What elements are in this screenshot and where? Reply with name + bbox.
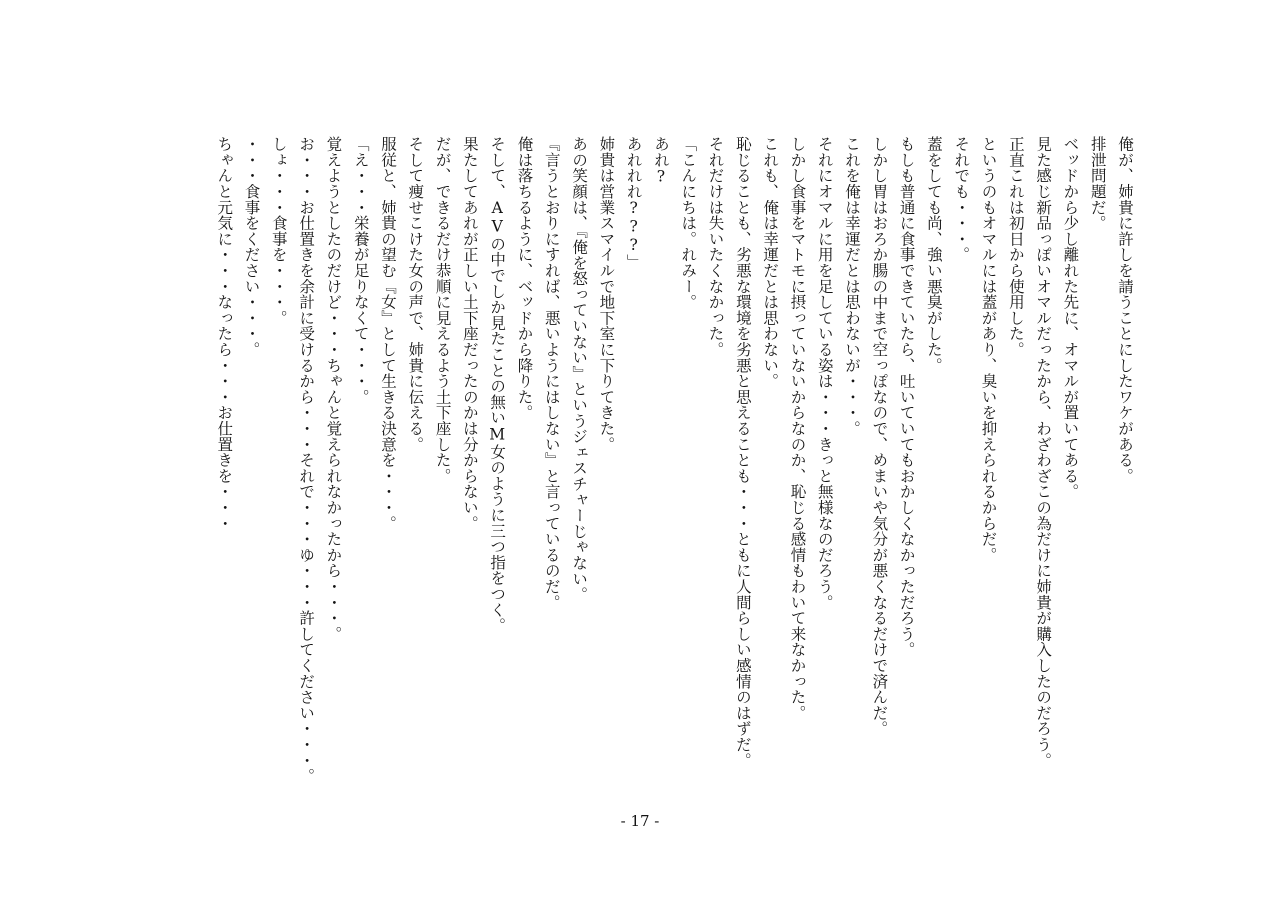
text-line: 恥じることも、劣悪な環境を劣悪と思えることも・・・ともに人間らしい感情のはずだ。 [733,136,752,768]
text-line: あれれれ???」 [624,136,643,270]
text-line: 「え・・・栄養が足りなくて・・・。 [351,136,370,405]
text-line: ベッドから少し離れた先に、オマルが置いてある。 [1061,136,1080,500]
page-number: - 17 - [620,812,660,830]
text-line: それだけは失いたくなかった。 [706,136,725,358]
text-line: そして痩せこけた女の声で、姉貴に伝える。 [406,136,425,452]
text-line: 正直これは初日から使用した。 [1006,136,1025,358]
text-line: しかし食事をマトモに摂っていないからなのか、恥じる感情もわいて来なかった。 [788,136,807,721]
vertical-text-body [138,136,1138,784]
text-line: お・・・お仕置きを余計に受けるから・・・それで・・・ゆ・・・許してください・・・。 [297,136,316,784]
text-line: 姉貴は営業スマイルで地下室に下りてきた。 [597,136,616,452]
text-line: 果たしてあれが正しい土下座だったのかは分からない。 [460,136,479,531]
text-line: そして、AVの中でしか見たことの無いM女のように三つ指をつく。 [488,136,507,634]
text-line: もしも普通に食事できていたら、吐いていてもおかしくなかっただろう。 [897,136,916,658]
text-line: 俺は落ちるように、ベッドから降りた。 [515,136,534,421]
text-line: これも、俺は幸運だとは思わない。 [761,136,780,389]
text-line: あの笑顔は、『俺を怒っていない』というジェスチャーじゃない。 [570,136,589,603]
text-line: というのもオマルには蓋があり、臭いを抑えられるからだ。 [979,136,998,563]
text-line: しかし胃はおろか腸の中まで空っぽなので、めまいや気分が悪くなるだけで済んだ。 [870,136,889,737]
text-line: それでも・・・。 [952,136,971,263]
text-line: 見た感じ新品っぽいオマルだったから、わざわざこの為だけに姉貴が購入したのだろう。 [1034,136,1053,768]
text-line: 排泄問題だ。 [1088,136,1107,231]
text-line: 蓋をしても尚、強い悪臭がした。 [924,136,943,373]
text-line: それにオマルに用を足している姿は・・・きっと無様なのだろう。 [815,136,834,610]
text-line: 覚えようとしたのだけど・・・ちゃんと覚えられなかったから・・・。 [324,136,343,642]
text-line: あれ? [651,136,670,186]
text-line: 「こんにちは。れみー。 [679,136,698,310]
text-line: 『言うとおりにすれば、悪いようにはしない』と言っているのだ。 [542,136,561,610]
text-line: ・・・食事をください・・・。 [242,136,261,358]
text-line: 服従と、姉貴の望む『女』として生きる決意を・・・。 [378,136,397,531]
text-line: ちゃんと元気に・・・なったら・・・お仕置きを・・・ [215,136,234,531]
text-line: しょ・・・食事を・・・。 [269,136,288,326]
text-line: これを俺は幸運だとは思わないが・・・。 [843,136,862,437]
text-line: 俺が、姉貴に許しを請うことにしたワケがある。 [1116,136,1134,484]
text-line: だが、できるだけ恭順に見えるよう土下座した。 [433,136,452,484]
